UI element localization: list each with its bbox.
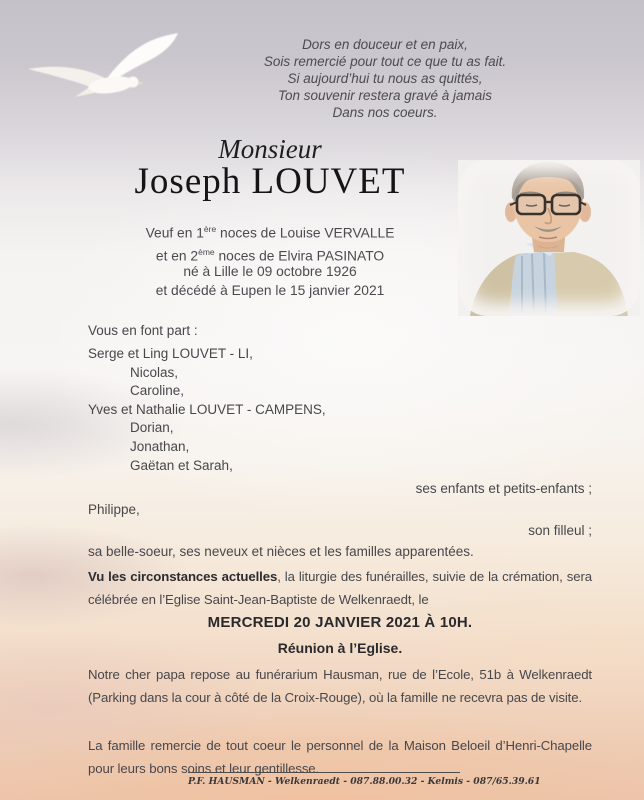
family-member: Serge et Ling LOUVET - LI,: [88, 346, 253, 361]
poem-line: Ton souvenir restera gravé à jamais: [277, 87, 493, 103]
godson-relation-label: son filleul ;: [528, 523, 592, 538]
life-dates: [50, 263, 490, 300]
family-member: Caroline,: [130, 383, 185, 399]
ceremony-notice-bold: Vu les circonstances actuelles: [88, 569, 278, 584]
funeral-home-footer: P.F. HAUSMAN - Welkenraedt - 087.88.00.32 - Kelmis - 087/65.39.61: [188, 772, 460, 787]
marriage-line-2: et en 2ème noces de Elvira PASINATO: [155, 247, 385, 264]
family-member: Nicolas,: [130, 364, 179, 380]
deceased-name: Joseph LOUVET: [134, 161, 406, 202]
portrait-photo: [458, 160, 640, 316]
poem-line: Sois remercié pour tout ce que tu as fait.: [263, 53, 507, 69]
family-list: [88, 345, 326, 475]
family-member: Gaëtan et Sarah,: [130, 457, 233, 473]
death-line: et décédé à Eupen le 15 janvier 2021: [155, 282, 385, 298]
ceremony-date-line: MERCREDI 20 JANVIER 2021 À 10H.: [207, 614, 473, 631]
ceremony-notice: [88, 566, 592, 611]
family-member: Jonathan,: [130, 438, 190, 454]
marriage-history: [50, 220, 490, 266]
poem-line: Si aujourd’hui tu nous as quittés,: [287, 70, 483, 86]
godson-name: Philippe,: [88, 502, 140, 517]
family-member: Dorian,: [130, 420, 174, 436]
memorial-poem: [222, 37, 548, 122]
family-member: Yves et Nathalie LOUVET - CAMPENS,: [88, 401, 326, 417]
poem-line: Dans nos coeurs.: [332, 104, 438, 120]
poem-line: Dors en douceur et en paix,: [302, 37, 468, 52]
relatives-line: sa belle-soeur, ses neveux et nièces et les familles apparentées.: [88, 544, 474, 559]
marriage-line-1: Veuf en 1ère noces de Louise VERVALLE: [145, 224, 395, 241]
seagull-icon: [18, 32, 188, 108]
announcement-intro: Vous en font part :: [88, 323, 198, 338]
salutation: Monsieur: [218, 134, 322, 164]
birth-line: né à Lille le 09 octobre 1926: [183, 264, 357, 279]
children-relation-label: ses enfants et petits-enfants ;: [415, 481, 592, 496]
repose-paragraph: Notre cher papa repose au funérarium Hausman, rue de l’Ecole, 51b à Welkenraedt (Parking dans la cour à côté de la Croix-Rouge), où la famille ne recevra pas de visite.: [88, 667, 592, 705]
portrait-feather-edge: [458, 160, 640, 316]
ceremony-notice-rest: , la liturgie des funérailles, suivie de la crémation, sera célébrée en l’Eglise Saint-Jean-Baptiste de Welkenraedt, le: [88, 569, 592, 607]
ceremony-meeting-line: Réunion à l’Eglise.: [277, 640, 403, 656]
thanks-paragraph: La famille remercie de tout coeur le personnel de la Maison Beloeil d’Henri-Chapelle pour leurs bons soins et leur gentillesse.: [88, 738, 592, 776]
